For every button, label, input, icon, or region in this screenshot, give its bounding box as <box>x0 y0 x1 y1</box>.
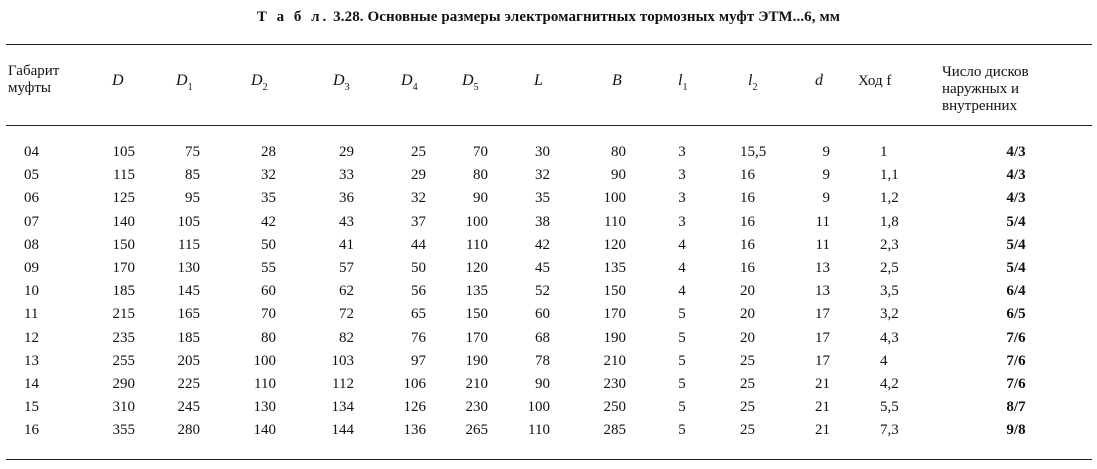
cell-discs: 7/6 <box>1006 330 1026 346</box>
cell-D: 125 <box>112 190 135 206</box>
cell-B: 110 <box>604 214 626 230</box>
cell-D4: 29 <box>411 167 426 183</box>
cell-D: 355 <box>112 422 135 438</box>
cell-D2: 42 <box>261 214 276 230</box>
cell-size: 12 <box>24 330 39 346</box>
cell-D3: 103 <box>331 353 354 369</box>
cell-B: 190 <box>603 330 626 346</box>
cell-D5: 110 <box>466 237 488 253</box>
cell-D2: 100 <box>253 353 276 369</box>
cell-stroke: 4 <box>880 353 888 369</box>
cell-l2: 20 <box>740 330 755 346</box>
cell-D2: 32 <box>261 167 276 183</box>
cell-stroke: 1,8 <box>880 214 899 230</box>
cell-l1: 4 <box>678 237 686 253</box>
cell-D1: 205 <box>177 353 200 369</box>
cell-B: 100 <box>603 190 626 206</box>
cell-d: 11 <box>815 214 830 230</box>
cell-stroke: 7,3 <box>880 422 899 438</box>
cell-D1: 185 <box>177 330 200 346</box>
cell-D2: 110 <box>254 376 276 392</box>
cell-stroke: 3,5 <box>880 283 899 299</box>
cell-d: 21 <box>815 422 830 438</box>
cell-discs: 6/4 <box>1006 283 1026 299</box>
top-rule <box>6 44 1092 45</box>
cell-size: 06 <box>24 190 39 206</box>
cell-D3: 57 <box>339 260 354 276</box>
cell-D5: 100 <box>465 214 488 230</box>
cell-D2: 140 <box>253 422 276 438</box>
cell-D2: 130 <box>253 399 276 415</box>
cell-L: 30 <box>535 144 550 160</box>
cell-size: 09 <box>24 260 39 276</box>
cell-d: 11 <box>815 237 830 253</box>
cell-d: 21 <box>815 399 830 415</box>
cell-B: 135 <box>603 260 626 276</box>
cell-D1: 85 <box>185 167 200 183</box>
cell-D1: 165 <box>177 306 200 322</box>
header-d: d <box>815 72 823 89</box>
cell-D: 140 <box>112 214 135 230</box>
table-caption <box>0 9 1097 26</box>
cell-discs: 5/4 <box>1006 260 1026 276</box>
cell-l1: 4 <box>678 283 686 299</box>
cell-D3: 82 <box>339 330 354 346</box>
cell-d: 13 <box>815 260 830 276</box>
cell-size: 11 <box>24 306 39 322</box>
cell-D4: 37 <box>411 214 426 230</box>
table-label: Т а б л. <box>256 9 330 25</box>
cell-stroke: 2,5 <box>880 260 899 276</box>
cell-D5: 120 <box>465 260 488 276</box>
cell-D3: 33 <box>339 167 354 183</box>
cell-d: 17 <box>815 330 830 346</box>
cell-D4: 126 <box>403 399 426 415</box>
cell-l2: 25 <box>740 422 755 438</box>
cell-l1: 5 <box>678 330 686 346</box>
cell-size: 07 <box>24 214 39 230</box>
cell-B: 80 <box>611 144 626 160</box>
cell-D3: 62 <box>339 283 354 299</box>
cell-discs: 7/6 <box>1006 353 1026 369</box>
cell-D: 115 <box>113 167 135 183</box>
cell-D3: 72 <box>339 306 354 322</box>
cell-l2: 16 <box>740 190 755 206</box>
cell-D: 185 <box>112 283 135 299</box>
cell-size: 14 <box>24 376 39 392</box>
cell-d: 9 <box>822 167 830 183</box>
cell-l1: 5 <box>678 422 686 438</box>
header-D: D <box>112 72 124 89</box>
cell-D: 235 <box>112 330 135 346</box>
cell-d: 17 <box>815 353 830 369</box>
cell-discs: 4/3 <box>1006 144 1026 160</box>
cell-D4: 106 <box>403 376 426 392</box>
cell-L: 78 <box>535 353 550 369</box>
cell-size: 13 <box>24 353 39 369</box>
cell-D1: 130 <box>177 260 200 276</box>
cell-B: 250 <box>603 399 626 415</box>
cell-size: 04 <box>24 144 39 160</box>
cell-D1: 105 <box>177 214 200 230</box>
cell-D: 150 <box>112 237 135 253</box>
cell-l1: 3 <box>678 190 686 206</box>
cell-D2: 55 <box>261 260 276 276</box>
cell-B: 210 <box>603 353 626 369</box>
cell-size: 15 <box>24 399 39 415</box>
cell-D5: 150 <box>465 306 488 322</box>
header-l2: $l_2$ <box>748 72 758 93</box>
cell-d: 13 <box>815 283 830 299</box>
cell-B: 90 <box>611 167 626 183</box>
cell-d: 9 <box>822 144 830 160</box>
cell-D4: 44 <box>411 237 426 253</box>
cell-L: 38 <box>535 214 550 230</box>
cell-L: 68 <box>535 330 550 346</box>
cell-l1: 5 <box>678 399 686 415</box>
cell-B: 170 <box>603 306 626 322</box>
cell-D4: 136 <box>403 422 426 438</box>
cell-l2: 16 <box>740 214 755 230</box>
cell-stroke: 4,3 <box>880 330 899 346</box>
bottom-rule <box>6 459 1092 460</box>
cell-l1: 5 <box>678 306 686 322</box>
cell-stroke: 1,1 <box>880 167 899 183</box>
header-stroke: Ход f <box>858 73 892 89</box>
cell-D1: 95 <box>185 190 200 206</box>
cell-L: 35 <box>535 190 550 206</box>
cell-D3: 134 <box>331 399 354 415</box>
header-D5: $D_5$ <box>462 72 479 93</box>
cell-stroke: 2,3 <box>880 237 899 253</box>
cell-D5: 190 <box>465 353 488 369</box>
cell-D2: 28 <box>261 144 276 160</box>
cell-l1: 5 <box>678 376 686 392</box>
cell-l2: 16 <box>740 167 755 183</box>
cell-D5: 135 <box>465 283 488 299</box>
cell-D4: 97 <box>411 353 426 369</box>
cell-D: 310 <box>112 399 135 415</box>
cell-discs: 4/3 <box>1006 167 1026 183</box>
cell-D4: 65 <box>411 306 426 322</box>
cell-D3: 41 <box>339 237 354 253</box>
cell-l1: 4 <box>678 260 686 276</box>
cell-l1: 3 <box>678 144 686 160</box>
cell-stroke: 1 <box>880 144 888 160</box>
cell-discs: 9/8 <box>1006 422 1026 438</box>
cell-D5: 70 <box>473 144 488 160</box>
cell-l2: 25 <box>740 376 755 392</box>
cell-discs: 7/6 <box>1006 376 1026 392</box>
cell-D: 255 <box>112 353 135 369</box>
cell-D4: 50 <box>411 260 426 276</box>
cell-D3: 29 <box>339 144 354 160</box>
cell-D5: 80 <box>473 167 488 183</box>
cell-l2: 25 <box>740 353 755 369</box>
cell-d: 9 <box>822 190 830 206</box>
cell-D2: 60 <box>261 283 276 299</box>
cell-L: 110 <box>528 422 550 438</box>
header-l1: $l_1$ <box>678 72 688 93</box>
cell-discs: 4/3 <box>1006 190 1026 206</box>
cell-L: 52 <box>535 283 550 299</box>
cell-D2: 50 <box>261 237 276 253</box>
cell-D1: 245 <box>177 399 200 415</box>
cell-L: 42 <box>535 237 550 253</box>
header-D3: $D_3$ <box>333 72 350 93</box>
cell-discs: 6/5 <box>1006 306 1026 322</box>
header-D4: $D_4$ <box>401 72 418 93</box>
cell-D2: 35 <box>261 190 276 206</box>
cell-D: 105 <box>112 144 135 160</box>
cell-D: 170 <box>112 260 135 276</box>
cell-D3: 43 <box>339 214 354 230</box>
cell-L: 60 <box>535 306 550 322</box>
cell-D5: 170 <box>465 330 488 346</box>
cell-size: 16 <box>24 422 39 438</box>
cell-stroke: 1,2 <box>880 190 899 206</box>
cell-l2: 20 <box>740 306 755 322</box>
cell-size: 05 <box>24 167 39 183</box>
cell-B: 230 <box>603 376 626 392</box>
cell-D4: 25 <box>411 144 426 160</box>
cell-l2: 16 <box>740 237 755 253</box>
cell-discs: 5/4 <box>1006 214 1026 230</box>
cell-D4: 32 <box>411 190 426 206</box>
cell-D5: 230 <box>465 399 488 415</box>
header-D1: $D_1$ <box>176 72 193 93</box>
cell-L: 100 <box>527 399 550 415</box>
cell-d: 21 <box>815 376 830 392</box>
cell-l1: 3 <box>678 214 686 230</box>
cell-D2: 70 <box>261 306 276 322</box>
cell-D3: 36 <box>339 190 354 206</box>
cell-l2: 20 <box>740 283 755 299</box>
cell-D1: 225 <box>177 376 200 392</box>
cell-D4: 56 <box>411 283 426 299</box>
cell-B: 285 <box>603 422 626 438</box>
header-L: L <box>534 72 543 89</box>
cell-D1: 280 <box>177 422 200 438</box>
cell-D5: 210 <box>465 376 488 392</box>
cell-D2: 80 <box>261 330 276 346</box>
cell-D1: 115 <box>178 237 200 253</box>
cell-D: 290 <box>112 376 135 392</box>
cell-D3: 144 <box>331 422 354 438</box>
cell-l1: 3 <box>678 167 686 183</box>
cell-discs: 5/4 <box>1006 237 1026 253</box>
cell-D5: 265 <box>465 422 488 438</box>
cell-stroke: 5,5 <box>880 399 899 415</box>
cell-stroke: 3,2 <box>880 306 899 322</box>
cell-d: 17 <box>815 306 830 322</box>
cell-L: 32 <box>535 167 550 183</box>
cell-D1: 75 <box>185 144 200 160</box>
cell-D1: 145 <box>177 283 200 299</box>
table-title: 3.28. Основные размеры электромагнитных тормозных муфт ЭТМ...6, мм <box>333 9 841 25</box>
cell-discs: 8/7 <box>1006 399 1026 415</box>
header-rule <box>6 125 1092 126</box>
cell-size: 10 <box>24 283 39 299</box>
cell-D4: 76 <box>411 330 426 346</box>
cell-B: 150 <box>603 283 626 299</box>
cell-l2: 25 <box>740 399 755 415</box>
cell-D3: 112 <box>332 376 354 392</box>
cell-B: 120 <box>603 237 626 253</box>
cell-L: 45 <box>535 260 550 276</box>
cell-l2: 15,5 <box>740 144 767 160</box>
header-B: B <box>612 72 622 89</box>
cell-D5: 90 <box>473 190 488 206</box>
header-discs: Число дисков наружных и внутренних <box>942 64 1029 114</box>
cell-l2: 16 <box>740 260 755 276</box>
header-size: Габарит муфты <box>8 63 60 96</box>
cell-stroke: 4,2 <box>880 376 899 392</box>
cell-D: 215 <box>112 306 135 322</box>
cell-l1: 5 <box>678 353 686 369</box>
cell-size: 08 <box>24 237 39 253</box>
cell-L: 90 <box>535 376 550 392</box>
header-D2: $D_2$ <box>251 72 268 93</box>
